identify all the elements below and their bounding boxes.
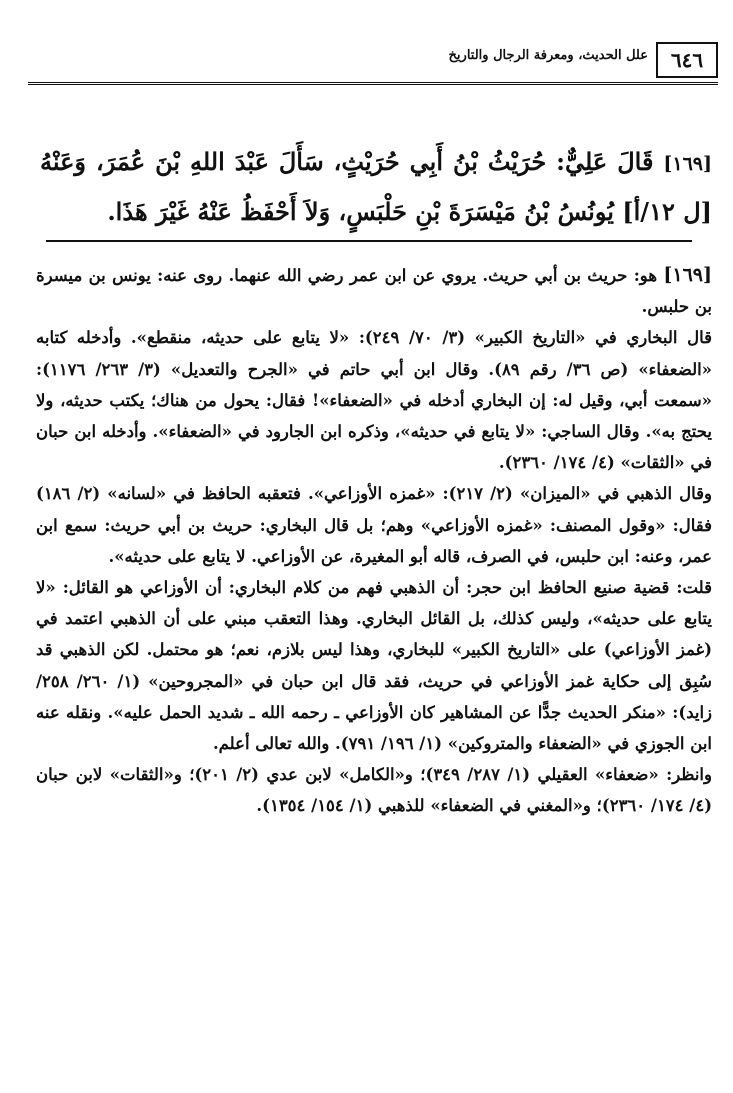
commentary-paragraph: وقال الذهبي في «الميزان» (٢/ ٢١٧): «غمزه الأوزاعي». فتعقبه الحافظ في «لسانه» (٢/ ١٨٦) فقال: «وقول المصنف: «غمزه الأوزاعي» وهم؛ بل قال البخاري: حريث بن أبي حريث: سمع ابن عمر، وعنه: ابن حلبس، في الصرف، قاله أبو المغيرة، عن الأوزاعي. لا يتابع على حديثه». <box>36 484 712 566</box>
main-text <box>40 138 712 236</box>
commentary-paragraph: قلت: قضية صنيع الحافظ ابن حجر: أن الذهبي فهم من كلام البخاري: أن الأوزاعي هو القائل: «لا يتابع على حديثه»، وليس كذلك، بل القائل البخاري. وهذا التعقب مبني على أن الذهبي اعتمد في (غمز الأوزاعي) على «التاريخ الكبير» للبخاري، وهذا ليس بلازم، نعم؛ هو محتمل. لكن الذهبي قد سُبِق إلى حكاية غمز الأوزاعي في حريث، فقد قال ابن حبان في «المجروحين» (١/ ٢٦٠/ ٢٥٨/ زايد): «منكر الحديث جدًّا عن المشاهير كان الأوزاعي ـ رحمه الله ـ شديد الحمل عليه». ونقله عنه ابن الجوزي في «الضعفاء والمتروكين» (١/ ١٩٦/ ٧٩١). والله تعالى أعلم. <box>36 578 712 754</box>
commentary-paragraph: وانظر: «ضعفاء» العقيلي (١/ ٢٨٧/ ٣٤٩)؛ و«الكامل» لابن عدي (٢/ ٢٠١)؛ و«الثقات» لابن حبان (٤/ ١٧٤/ ٢٣٦٠)؛ و«المغني في الضعفاء» للذهبي (١/ ١٥٤/ ١٣٥٤). <box>36 765 712 816</box>
separator-rule <box>46 240 692 242</box>
running-title: علل الحديث، ومعرفة الرجال والتاريخ <box>448 48 648 63</box>
page-header <box>28 42 718 85</box>
commentary-intro: هو: حريث بن أبي حريث. يروي عن ابن عمر رضي الله عنهما. روى عنه: يونس بن ميسرة بن حلبس. <box>36 266 712 317</box>
page-number: ٦٤٦ <box>656 42 718 78</box>
main-entry-text: قَالَ عَلِيٌّ: حُرَيْثُ بْنُ أَبِي حُرَيْثٍ، سَأَلَ عَبْدَ اللهِ بْنَ عُمَرَ، وَعَنْهُ [ل ١٢/أ] يُونُسُ بْنُ مَيْسَرَةَ بْنِ حَلْبَسٍ، وَلاَ أَحْفَظُ عَنْهُ غَيْرَ هَذَا. <box>40 147 712 226</box>
main-entry-number: [١٦٩] <box>663 153 713 175</box>
commentary-paragraph <box>36 260 712 322</box>
commentary-entry-number: [١٦٩] <box>663 264 712 286</box>
commentary-paragraph: قال البخاري في «التاريخ الكبير» (٣/ ٧٠/ ٢٤٩): «لا يتابع على حديثه، منقطع». وأدخله كتابه «الضعفاء» (ص ٣٦/ رقم ٨٩). وقال ابن أبي حاتم في «الجرح والتعديل» (٣/ ٢٦٣/ ١١٧٦): «سمعت أبي، وقيل له: إن البخاري أدخله في «الضعفاء»! فقال: يحول من هناك؛ يكتب حديثه، ولا يحتج به». وقال الساجي: «لا يتابع في حديثه»، وذكره ابن الجارود في «الضعفاء». وأدخله ابن حبان في «الثقات» (٤/ ١٧٤/ ٢٣٦٠). <box>36 328 713 473</box>
commentary <box>36 260 712 822</box>
